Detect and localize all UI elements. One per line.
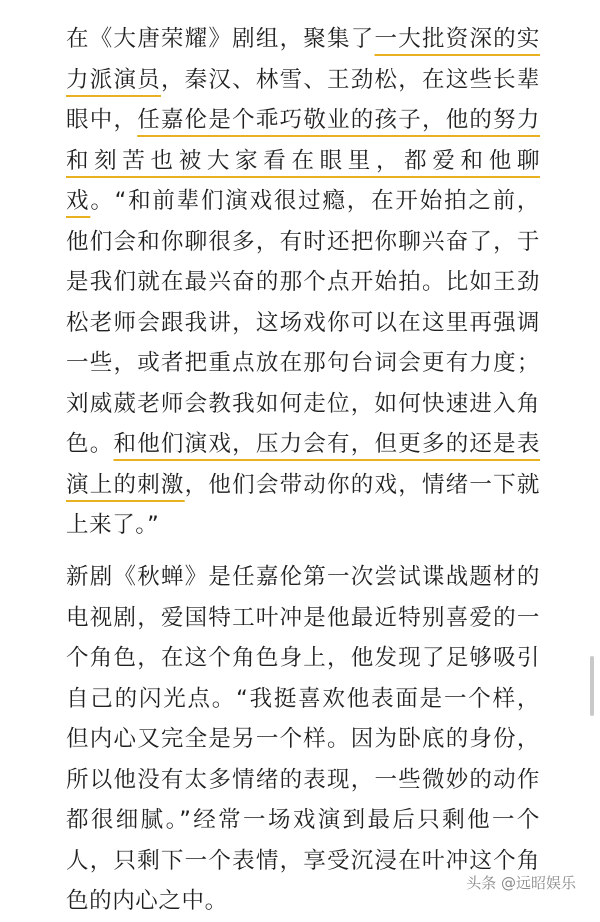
text-segment: ，他们会带动你的戏，情绪一下就上来了。” xyxy=(66,471,540,538)
text-segment: 在《大唐荣耀》剧组，聚集了 xyxy=(66,26,375,52)
highlighted-text-segment: 任嘉伦是个乖巧敬业的孩子，他的努力和刻苦也被大家看在眼里，都爱和他聊戏 xyxy=(66,107,540,214)
highlighted-text-segment: 一大批资深的实力派演员 xyxy=(66,26,541,93)
source-watermark: 头条 @远昭娱乐 xyxy=(466,874,576,892)
article-paragraph-2: 新剧《秋蝉》是任嘉伦第一次尝试谍战题材的电视剧，爱国特工叶冲是他最近特别喜爱的一个角色，在这个角色身上，他发现了足够吸引自己的闪光点。“我挺喜欢他表面是一个样，但内心又完全是另一个样。因为卧底的身份，所以他没有太多情绪的表现，一些微妙的动作都很细腻。”经常一场戏演到最后只剩他一个人，只剩下一个表情，享受沉浸在叶冲这个角色的内心之中。 xyxy=(66,564,540,914)
text-segment: ，秦汉、林雪、王劲松，在这些长辈眼中， xyxy=(66,66,540,133)
highlighted-text-segment: 和他们演戏，压力会有，但更多的还是表演上的刺激 xyxy=(66,431,540,498)
article-paragraph-1 xyxy=(66,19,540,546)
scrollbar-thumb[interactable] xyxy=(590,656,594,716)
text-segment: 。“和前辈们演戏很过瘾，在开始拍之前，他们会和你聊很多，有时还把你聊兴奋了，于是我们就在最兴奋的那个点开始拍。比如王劲松老师会跟我讲，这场戏你可以在这里再强调一些，或者把重点放在那句台词会更有力度；刘威葳老师会教我如何走位，如何快速进入角色。 xyxy=(66,188,540,457)
